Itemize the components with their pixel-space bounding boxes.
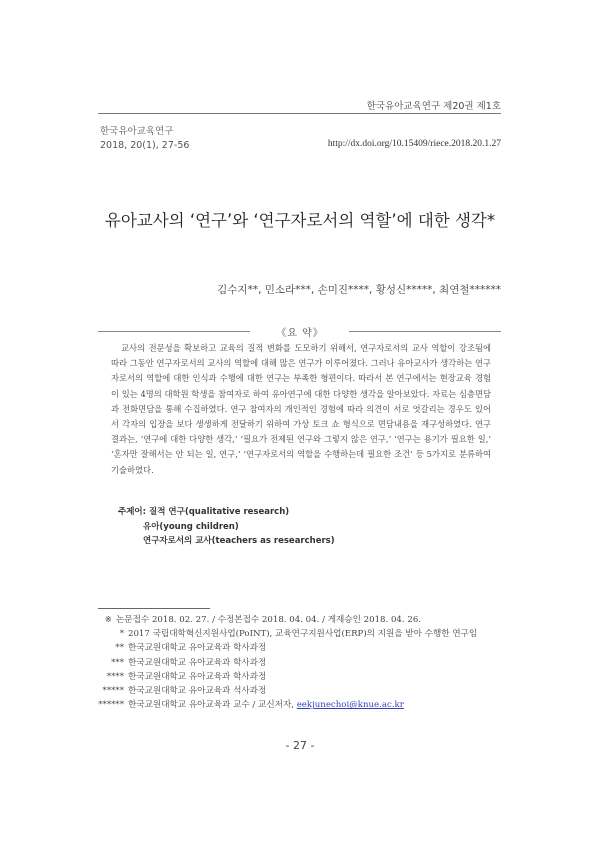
footnote-mark: **** (106, 671, 124, 682)
footnote (94, 698, 477, 712)
abstract-divider-right (349, 331, 501, 332)
footnote-mark: ****** (98, 700, 124, 711)
keyword-row (118, 534, 335, 549)
footnote (102, 613, 477, 627)
keyword-item: 유아(young children) (143, 521, 239, 532)
footnote-mark: ***** (102, 686, 124, 697)
footnote-divider (98, 608, 210, 609)
footnote-text: 한국교원대학교 유아교육과 학사과정 (128, 671, 267, 682)
keyword-row (118, 505, 335, 520)
corresponding-author-email-link[interactable]: eekjunechoi@knue.ac.kr (296, 700, 404, 711)
footnote-text: 한국교원대학교 유아교육과 학사과정 (128, 643, 267, 654)
paper-title: 유아교사의 ‘연구’와 ‘연구자로서의 역할’에 대한 생각* (104, 211, 496, 230)
keyword-item: 질적 연구(qualitative research) (149, 507, 290, 517)
footnote-text: 한국교원대학교 유아교육과 교수 / 교신저자, (128, 700, 294, 711)
abstract-body (111, 341, 491, 478)
citation-block (100, 125, 189, 153)
footnote-text: 한국교원대학교 유아교육과 석사과정 (128, 686, 267, 697)
footnote-mark: ※ (104, 615, 112, 625)
footnote (102, 656, 477, 670)
author-list: 김수지**, 민소라***, 손미진****, 황성신*****, 최연철****** (217, 284, 501, 296)
footnote-mark: * (119, 629, 124, 640)
footnote-mark: *** (111, 657, 124, 668)
footnote (102, 670, 477, 684)
keywords-label: 주제어: (118, 507, 147, 517)
doi-link[interactable]: http://dx.doi.org/10.15409/riece.2018.20.1.27 (327, 139, 501, 149)
citation-journal: 한국유아교육연구 (100, 126, 174, 137)
footnotes-block (98, 613, 478, 712)
footnote (102, 641, 477, 655)
footnote (102, 627, 477, 641)
page-number: - 27 - (285, 739, 315, 752)
keyword-row (118, 520, 335, 535)
footnote-text: 한국교원대학교 유아교육과 학사과정 (128, 657, 267, 668)
journal-running-header: 한국유아교육연구 제20권 제1호 (366, 101, 501, 112)
citation-volume: 2018, 20(1), 27-56 (100, 140, 190, 151)
keywords-block (118, 505, 335, 549)
footnote (98, 684, 477, 698)
footnote-text: 2017 국립대학혁신지원사업(PoINT), 교육연구지원사업(ERP)의 지원을 받아 수행한 연구임 (128, 629, 478, 640)
abstract-heading: 《요 약》 (276, 328, 324, 339)
abstract-paragraph: 교사의 전문성을 확보하고 교육의 질적 변화를 도모하기 위해서, 연구자로서의 교사 역할이 강조됨에 따라 그동안 연구자로서의 교사의 역할에 대해 많은 연구가 이루어졌다. 그러나 유아교사가 생각하는 연구자로서의 역할에 대한 인식과 수행에 대한 연구는 부족한 형편이다. 따라서 본 연구에서는 현장교육 경험이 있는 4명의 대학원 학생을 참여자로 하여 유아연구에 대한 다양한 생각을 알아보았다. 자료는 심층면담과 전화면담을 통해 수집하였다. 연구 참여자의 개인적인 경험에 따라 의견이 서로 엇갈리는 경우도 있어서 각자의 입장을 보다 생생하게 전달하기 위하여 가상 토크 쇼 형식으로 면담내용을 재구성하였다. 연구결과는, ‘연구에 대한 다양한 생각,’ ‘필요가 전제된 연구와 그렇지 않은 연구,’ ‘연구는 용기가 필요한 일,’ ‘혼자만 잘해서는 안 되는 일, 연구,’ ‘연구자로서의 역할을 수행하는데 필요한 조건’ 등 5가지로 분류하여 기술하였다. (111, 343, 491, 475)
keyword-item: 연구자로서의 교사(teachers as researchers) (143, 536, 335, 546)
footnote-text: 논문접수 2018. 02. 27. / 수정본접수 2018. 04. 04. / 게재승인 2018. 04. 26. (116, 615, 422, 625)
footnote-mark: ** (115, 643, 124, 654)
header-divider (98, 113, 501, 114)
